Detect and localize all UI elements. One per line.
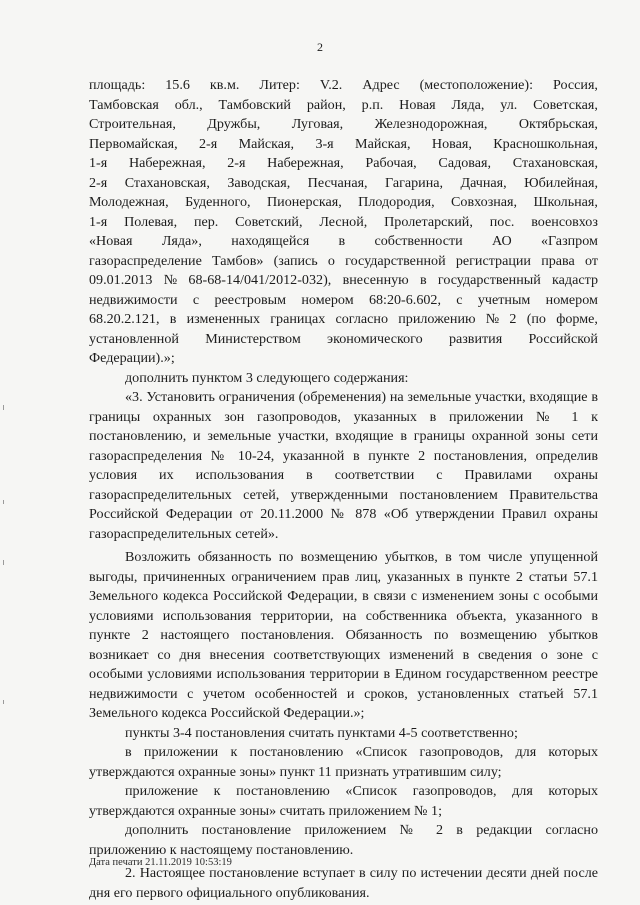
paragraph-line bbox=[89, 330, 598, 350]
word: экономического bbox=[327, 330, 423, 347]
word: Юбилейная, bbox=[524, 174, 598, 191]
word: государственный bbox=[437, 272, 541, 288]
word: Первомайская, bbox=[89, 135, 178, 152]
word: Майская, bbox=[355, 135, 411, 152]
compensation-paragraph: Возложить обязанность по возмещению убытков, в том числе упущенной выгоды, причиненных ограничением прав лиц, указанных в пункте 2 статьи 57.1 Земельного кодекса Российской Федерации, в связи с изменением зоны с особыми условиями использования территории, на собственника объекта, указанного в пункте 2 настоящего постановления. Обязанность по возмещению убытков возникает со дня внесения соответствующих изменений в сведения о зоне с особыми условиями использования территории в Едином государственном реестре недвижимости с учетом особенностей и сроков, установленных статьей 57.1 Земельного кодекса Российской Федерации.»; bbox=[89, 549, 598, 721]
word: Рабочая, bbox=[365, 155, 417, 171]
word: согласно bbox=[335, 311, 389, 327]
word: номером bbox=[545, 291, 598, 308]
paragraph-line bbox=[89, 193, 598, 213]
word: Пролетарский, bbox=[384, 213, 473, 230]
word: Стахановская, bbox=[512, 155, 598, 171]
word: Луговая, bbox=[291, 116, 344, 132]
word: военсовхоз bbox=[531, 213, 598, 230]
paragraph-line bbox=[89, 291, 598, 311]
word: 1-я bbox=[89, 213, 108, 230]
clause-3: «3. Установить ограничения (обременения) на земельные участки, входящие в границы охранных зон газопроводов, указанных в приложении № 1 к постановлению, и земельные участки, входящие в границы охранной зоны сети газораспределения № 10-24, указанной в пункте 2 постановления, определив условия их использования в соответствии с Правилами охраны газораспределительных сетей, утвержденными постановлением Правительства Российской Федерации от 20.11.2000 № 878 «Об утверждении Правил охраны газораспределительных сетей». bbox=[89, 389, 598, 542]
word: пос. bbox=[489, 213, 515, 230]
word: «Газпром bbox=[540, 233, 598, 249]
word: 15.6 bbox=[165, 77, 190, 93]
scan-edge-mark bbox=[3, 560, 4, 565]
word: Тамбовская bbox=[89, 96, 159, 113]
word: Октябрьская, bbox=[518, 116, 598, 132]
word: измененных bbox=[186, 311, 261, 327]
word: номером bbox=[301, 291, 354, 308]
word: Литер: bbox=[259, 77, 300, 93]
word: с bbox=[456, 291, 463, 308]
word: обл., bbox=[174, 96, 203, 113]
word: газораспределение bbox=[89, 252, 202, 269]
word: в bbox=[419, 272, 427, 288]
word: учетным bbox=[477, 291, 531, 308]
word: Адрес bbox=[362, 77, 400, 93]
word: Школьная, bbox=[533, 194, 598, 210]
word: Набережная, bbox=[267, 155, 344, 171]
word: права bbox=[541, 252, 575, 269]
paragraph-line bbox=[89, 271, 598, 291]
effective-date-paragraph: 2. Настоящее постановление вступает в силу по истечении десяти дней после дня его первого официального опубликования. bbox=[89, 865, 598, 901]
word: в bbox=[338, 233, 346, 249]
word: регистрации bbox=[455, 252, 531, 269]
word: р.п. bbox=[361, 96, 384, 113]
paragraph-line bbox=[89, 310, 598, 330]
word: Молодежная, bbox=[89, 194, 169, 210]
word: собственности bbox=[374, 233, 463, 249]
word: Дружбы, bbox=[207, 116, 261, 132]
word: Гагарина, bbox=[385, 174, 444, 191]
word: приложению bbox=[398, 311, 476, 327]
word: Майская, bbox=[238, 135, 295, 152]
word: Плодородия, bbox=[358, 194, 435, 210]
word: 68-68-14/041/2012-032), bbox=[188, 272, 332, 288]
word: внесенную bbox=[342, 272, 409, 288]
word: 2-я bbox=[227, 155, 246, 171]
paragraph-line bbox=[89, 174, 598, 194]
word: Тамбов» bbox=[212, 252, 264, 269]
word: с bbox=[192, 291, 200, 308]
appendix-2-paragraph: дополнить постановление приложением № 2 в редакции согласно приложению к настоящему постановлению. bbox=[89, 822, 598, 858]
word: Федерации).»; bbox=[89, 350, 175, 366]
appendix-rename-paragraph: приложение к постановлению «Список газопроводов, для которых утверждаются охранные зоны» считать приложением № 1; bbox=[89, 783, 598, 819]
word: № bbox=[485, 311, 500, 327]
word: форме, bbox=[556, 311, 598, 327]
print-date: Дата печати 21.11.2019 10:53:19 bbox=[89, 857, 232, 868]
word: ул. bbox=[500, 96, 518, 113]
word: Советская, bbox=[533, 96, 598, 113]
paragraph-line bbox=[89, 154, 598, 174]
word: 2-я bbox=[198, 135, 218, 152]
word: 2-я bbox=[89, 174, 108, 191]
word: кв.м. bbox=[209, 77, 240, 93]
word: (местоположение): bbox=[419, 77, 533, 93]
word: Садовая, bbox=[438, 155, 492, 171]
paragraph-line bbox=[89, 115, 598, 135]
word: 68.20.2.121, bbox=[89, 311, 160, 327]
page-number: 2 bbox=[317, 40, 323, 54]
word: о bbox=[327, 252, 335, 269]
word: Железнодорожная, bbox=[374, 116, 488, 132]
word: площадь: bbox=[89, 77, 146, 93]
word: Советский, bbox=[235, 213, 303, 230]
word: Заводская, bbox=[227, 174, 291, 191]
word: Российской bbox=[528, 330, 598, 347]
word: 2 bbox=[509, 311, 517, 327]
scan-edge-mark bbox=[3, 405, 4, 410]
paragraph-line bbox=[89, 232, 598, 252]
item-11-paragraph: в приложении к постановлению «Список газопроводов, для которых утверждаются охранные зоны» пункт 11 признать утратившим силу; bbox=[89, 744, 598, 780]
word: (запись bbox=[273, 252, 318, 269]
word: Министерством bbox=[205, 330, 301, 347]
paragraph-line bbox=[89, 135, 598, 155]
scan-edge-mark bbox=[3, 700, 4, 704]
word: границах bbox=[270, 311, 326, 327]
word: Новая bbox=[399, 96, 436, 113]
word: реестровым bbox=[214, 291, 287, 308]
word: Тамбовский bbox=[218, 96, 291, 113]
word: Ляда», bbox=[161, 233, 202, 249]
word: развития bbox=[448, 330, 503, 347]
word: пер. bbox=[193, 213, 219, 230]
word: № bbox=[163, 272, 178, 288]
word: Красношкольная, bbox=[493, 135, 598, 152]
word: Строительная, bbox=[89, 116, 176, 132]
word: кадастр bbox=[552, 272, 598, 288]
word: недвижимости bbox=[89, 291, 178, 308]
address-paragraph bbox=[89, 76, 598, 369]
paragraph-line bbox=[89, 76, 598, 96]
paragraph-line bbox=[89, 252, 598, 272]
word: Новая, bbox=[431, 135, 472, 152]
word: Буденного, bbox=[185, 194, 251, 210]
word: Лесной, bbox=[319, 213, 368, 230]
word: район, bbox=[306, 96, 346, 113]
word: Пионерская, bbox=[266, 194, 342, 210]
word: Ляда, bbox=[451, 96, 485, 113]
word: Песчаная, bbox=[307, 174, 368, 191]
scan-edge-mark bbox=[3, 500, 4, 504]
word: Набережная, bbox=[128, 155, 206, 171]
word: установленной bbox=[89, 330, 179, 347]
word: V.2. bbox=[319, 77, 343, 93]
word: Стахановская, bbox=[124, 174, 210, 191]
word: (по bbox=[526, 311, 546, 327]
word: Полевая, bbox=[124, 213, 178, 230]
addition-intro: дополнить пунктом 3 следующего содержания: bbox=[125, 369, 409, 386]
word: находящейся bbox=[231, 233, 310, 249]
word: 3-я bbox=[315, 135, 334, 152]
word: 09.01.2013 bbox=[89, 272, 153, 288]
word: Дачная, bbox=[460, 174, 507, 191]
paragraph-line bbox=[89, 96, 598, 116]
renumber-paragraph: пункты 3-4 постановления считать пунктами 4-5 соответственно; bbox=[125, 724, 518, 741]
word: 68:20-6.602, bbox=[368, 291, 441, 308]
word: АО bbox=[491, 233, 512, 249]
paragraph-line bbox=[89, 213, 598, 233]
word: Совхозная, bbox=[451, 194, 518, 210]
word: от bbox=[584, 252, 598, 269]
word: «Новая bbox=[89, 233, 133, 249]
document-body bbox=[89, 76, 598, 903]
word: 1-я bbox=[89, 155, 108, 171]
word: государственной bbox=[345, 252, 446, 269]
paragraph-line bbox=[89, 349, 598, 369]
word: Россия, bbox=[553, 77, 598, 93]
word: в bbox=[169, 311, 177, 327]
